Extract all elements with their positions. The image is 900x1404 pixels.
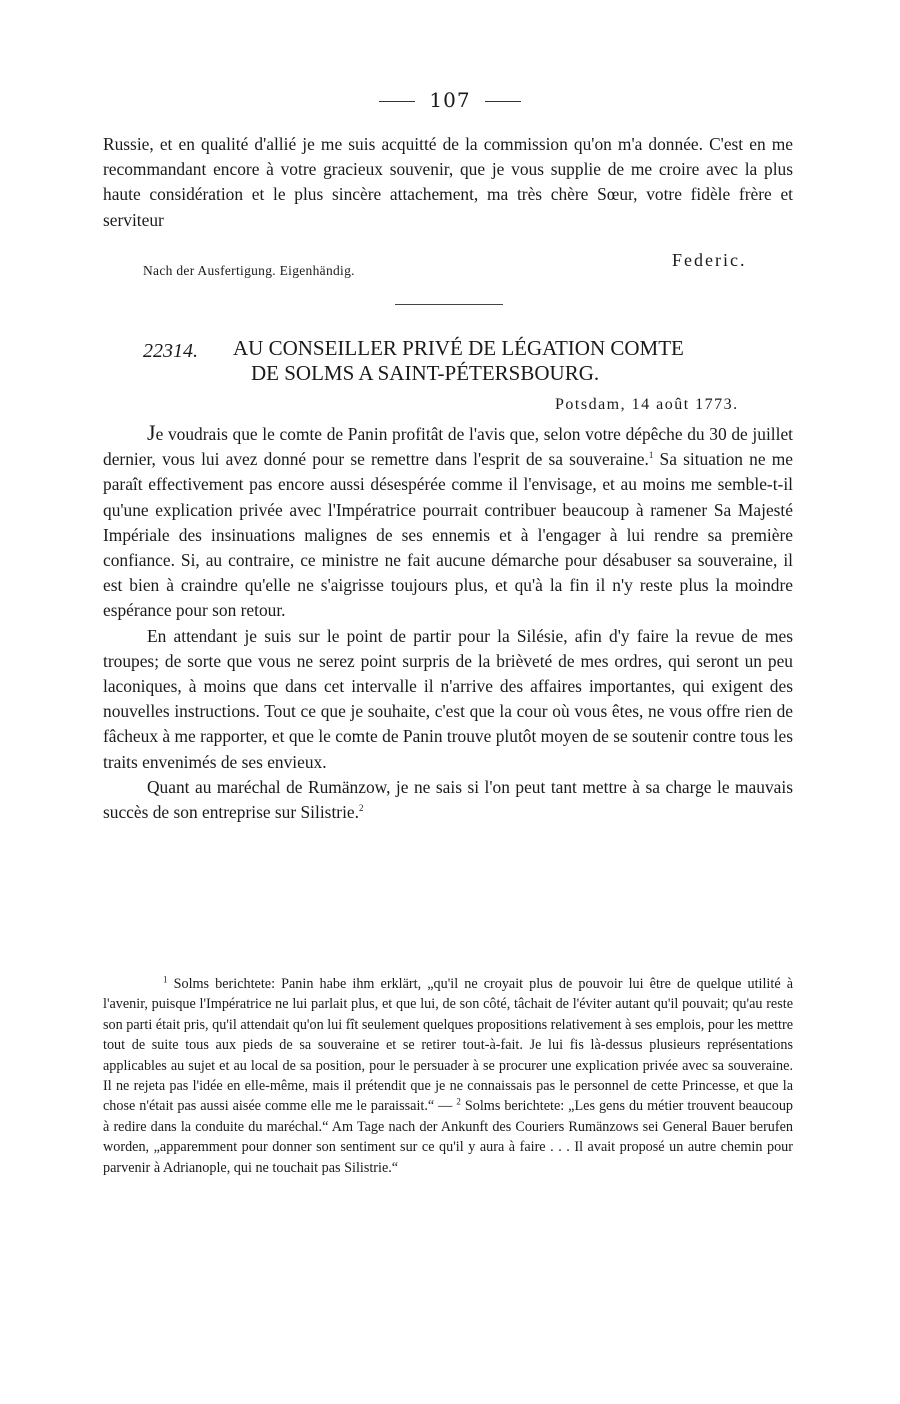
letter-paragraph-3 — [103, 775, 793, 825]
paragraph-1-part2: Sa situation ne me paraît effectivement pas encore aussi désespérée comme il l'envisage, et au moins me semble-t-il qu'une explication privée avec l'Impératrice pourrait contribuer beaucoup à ramener Sa Majesté Impériale des insinuations malignes de ses ennemis et à l'engager à lui rendre sa première confiance. Si, au contraire, ce ministre ne fait aucune démarche pour désabuser sa souveraine, il est bien à craindre qu'elle ne s'aigrisse toujours plus, et qu'à la fin il n'y reste plus la moindre espérance pour son retour. — [103, 449, 793, 621]
initial-letter: J — [147, 420, 156, 445]
letter-title-line2: DE SOLMS A SAINT-PÉTERSBOURG. — [251, 361, 600, 385]
section-divider — [395, 304, 503, 305]
footnote-mark-1: 1 — [163, 974, 168, 985]
page-header — [0, 88, 900, 112]
continuation-paragraph — [103, 132, 793, 233]
footnote-mark-2: 2 — [456, 1096, 461, 1107]
signature: Federic. — [672, 250, 747, 270]
footnote-text-2: Solms berichtete: „Les gens du métier trouvent beaucoup à redire dans la conduite du maréchal.“ Am Tage nach der Ankunft des Couriers Rumänzows sei General Bauer berufen worden, „apparemment pour donner son sentiment sur ce qu'il y aura à faire . . . Il avait proposé un autre chemin pour parvenir à Adrianople, qui ne touchait pas Silistrie.“ — [103, 1098, 794, 1176]
footnote-text-1: Solms berichtete: Panin habe ihm erklärt, „qu'il ne croyait plus de pouvoir lui être de quelque utilité à l'avenir, puisque l'Impératrice ne lui parlait plus, et que lui, de son côté, tâchait de l'éviter autant qu'il pouvait; qu'au reste son parti était pris, qu'il attendait qu'on lui fît seulement quelques propositions relativement à ses emplois, pour les mettre tout de suite tous aux pieds de sa souveraine et se retirer tout-à-fait. Je lui fis là-dessus plusieurs représentations applicables au sujet et au local de sa position, pour le persuader à se procurer une explication privée avec sa souveraine. Il ne rejeta pas l'idée en elle-même, mais il prétendit que je ne connaissais pas le personnel de cette Princesse, et que la chose n'était pas aussi aisée comme elle me le paraissait.“ — — [103, 976, 793, 1115]
paragraph-3-text: Quant au maréchal de Rumänzow, je ne sais si l'on peut tant mettre à sa charge le mauvais succès de son entreprise sur Silistrie. — [103, 776, 793, 823]
page-number: 107 — [429, 88, 471, 112]
dateline: Potsdam, 14 août 1773. — [555, 396, 739, 413]
letter-paragraph-1 — [103, 420, 793, 624]
letter-title — [233, 336, 793, 386]
footnote-ref-2: 2 — [358, 803, 364, 814]
footnote-ref-1: 1 — [648, 450, 654, 461]
footnote-block — [103, 974, 793, 1178]
paragraph-1-part1: e voudrais que le comte de Panin profitât de l'avis que, selon votre dépêche du 30 de juillet dernier, vous lui avez donné pour se remettre dans l'esprit de sa souveraine. — [103, 424, 793, 470]
letter-paragraph-2: En attendant je suis sur le point de partir pour la Silésie, afin d'y faire la revue de mes troupes; de sorte que vous ne serez point surpris de la brièveté de mes ordres, qui seront un peu laconiques, à moins que dans cet intervalle il n'arrive des affaires importantes, qui exigent des nouvelles instructions. Tout ce que je souhaite, c'est que la cour où vous êtes, ne vous offre rien de fâcheux à me rapporter, et que le comte de Panin trouve plutôt moyen de se soutenir contre tous les traits envenimés de ses envieux. — [103, 625, 793, 772]
header-rule-right — [485, 101, 521, 102]
letter-body — [103, 420, 793, 825]
footnotes — [103, 974, 793, 1178]
source-note: Nach der Ausfertigung. Eigenhändig. — [143, 263, 355, 278]
letter-title-line1: AU CONSEILLER PRIVÉ DE LÉGATION COMTE — [233, 336, 684, 360]
header-rule-left — [379, 101, 415, 102]
letter-number: 22314. — [143, 340, 198, 362]
continuation-text: Russie, et en qualité d'allié je me suis acquitté de la commission qu'on m'a donnée. C'est en me recommandant encore à votre gracieux souvenir, que je vous supplie de me croire avec la plus haute considération et le plus sincère attachement, ma très chère Sœur, votre fidèle frère et serviteur — [103, 134, 793, 230]
